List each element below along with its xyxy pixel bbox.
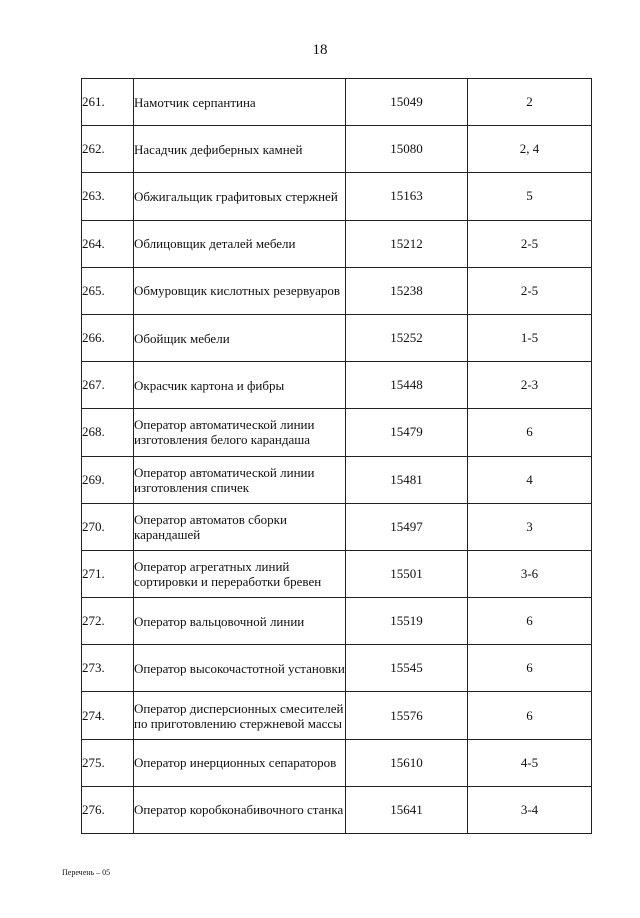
category-range: 6 <box>468 598 592 645</box>
table-row <box>82 79 592 126</box>
table-row <box>82 598 592 645</box>
table-row <box>82 739 592 786</box>
category-range: 6 <box>468 692 592 739</box>
profession-name: Намотчик серпантина <box>134 79 346 126</box>
row-number: 262. <box>82 126 134 173</box>
row-number: 272. <box>82 598 134 645</box>
category-range: 2-3 <box>468 362 592 409</box>
row-number: 263. <box>82 173 134 220</box>
row-number: 273. <box>82 645 134 692</box>
category-range: 2-5 <box>468 220 592 267</box>
category-range: 3-6 <box>468 550 592 597</box>
profession-code: 15641 <box>346 786 468 833</box>
profession-code: 15252 <box>346 314 468 361</box>
row-number: 270. <box>82 503 134 550</box>
row-number: 265. <box>82 267 134 314</box>
profession-code: 15238 <box>346 267 468 314</box>
category-range: 4 <box>468 456 592 503</box>
category-range: 3 <box>468 503 592 550</box>
category-range: 3-4 <box>468 786 592 833</box>
profession-name: Оператор дисперсионных смесителей по приготовлению стержневой массы <box>134 692 346 739</box>
row-number: 275. <box>82 739 134 786</box>
table-row <box>82 362 592 409</box>
profession-code: 15448 <box>346 362 468 409</box>
table-row <box>82 173 592 220</box>
profession-name: Окрасчик картона и фибры <box>134 362 346 409</box>
profession-code: 15497 <box>346 503 468 550</box>
row-number: 271. <box>82 550 134 597</box>
table-row <box>82 786 592 833</box>
profession-code: 15481 <box>346 456 468 503</box>
table-row <box>82 550 592 597</box>
table-row <box>82 503 592 550</box>
category-range: 6 <box>468 645 592 692</box>
row-number: 264. <box>82 220 134 267</box>
profession-name: Обойщик мебели <box>134 314 346 361</box>
profession-code: 15212 <box>346 220 468 267</box>
profession-name: Обмуровщик кислотных резервуаров <box>134 267 346 314</box>
row-number: 267. <box>82 362 134 409</box>
profession-name: Оператор автоматической линии изготовления белого карандаша <box>134 409 346 456</box>
row-number: 266. <box>82 314 134 361</box>
profession-name: Оператор автоматов сборки карандашей <box>134 503 346 550</box>
row-number: 276. <box>82 786 134 833</box>
table-row <box>82 645 592 692</box>
profession-code: 15545 <box>346 645 468 692</box>
page-number: 18 <box>312 42 328 58</box>
category-range: 5 <box>468 173 592 220</box>
category-range: 1-5 <box>468 314 592 361</box>
profession-code: 15519 <box>346 598 468 645</box>
profession-name: Оператор коробконабивочного станка <box>134 786 346 833</box>
profession-name: Оператор вальцовочной линии <box>134 598 346 645</box>
profession-code: 15479 <box>346 409 468 456</box>
profession-code: 15080 <box>346 126 468 173</box>
profession-name: Оператор агрегатных линий сортировки и переработки бревен <box>134 550 346 597</box>
table-row <box>82 126 592 173</box>
profession-name: Обжигальщик графитовых стержней <box>134 173 346 220</box>
row-number: 274. <box>82 692 134 739</box>
profession-name: Насадчик дефиберных камней <box>134 126 346 173</box>
category-range: 2, 4 <box>468 126 592 173</box>
row-number: 269. <box>82 456 134 503</box>
table-row <box>82 314 592 361</box>
profession-name: Облицовщик деталей мебели <box>134 220 346 267</box>
category-range: 6 <box>468 409 592 456</box>
profession-name: Оператор высокочастотной установки <box>134 645 346 692</box>
profession-table <box>81 78 592 834</box>
row-number: 268. <box>82 409 134 456</box>
table-row <box>82 220 592 267</box>
table-row <box>82 456 592 503</box>
profession-code: 15576 <box>346 692 468 739</box>
row-number: 261. <box>82 79 134 126</box>
profession-code: 15163 <box>346 173 468 220</box>
table-row <box>82 267 592 314</box>
profession-code: 15049 <box>346 79 468 126</box>
table-row <box>82 692 592 739</box>
table-row <box>82 409 592 456</box>
category-range: 2 <box>468 79 592 126</box>
category-range: 4-5 <box>468 739 592 786</box>
footer-label: Перечень – 05 <box>62 868 111 877</box>
profession-name: Оператор автоматической линии изготовления спичек <box>134 456 346 503</box>
profession-code: 15501 <box>346 550 468 597</box>
profession-code: 15610 <box>346 739 468 786</box>
profession-name: Оператор инерционных сепараторов <box>134 739 346 786</box>
category-range: 2-5 <box>468 267 592 314</box>
